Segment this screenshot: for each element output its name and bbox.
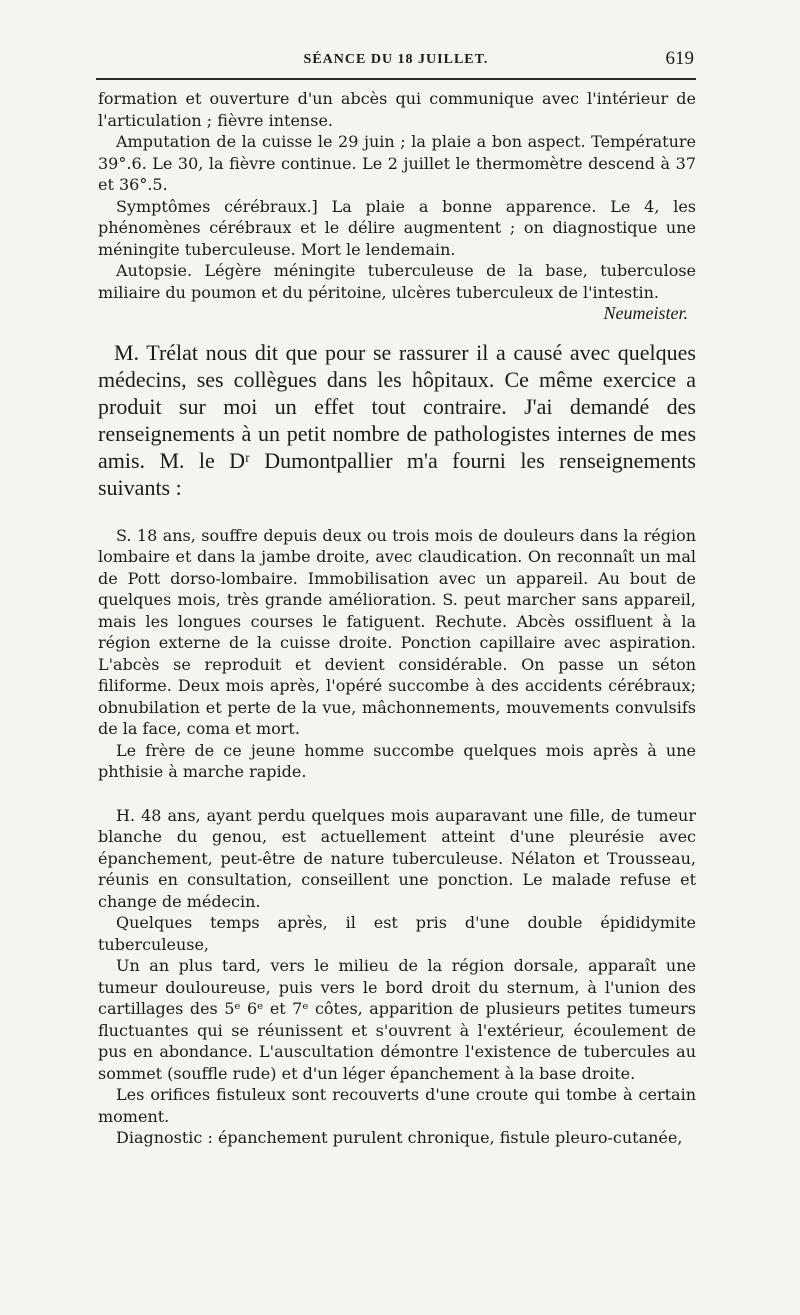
paragraph: Autopsie. Légère méningite tuberculeuse de la base, tuberculose miliaire du poumon et du péritoine, ulcères tuberculeux de l'intestin.	[98, 261, 696, 302]
page-header	[96, 40, 696, 70]
case-report-h	[98, 805, 696, 1149]
paragraph: M. Trélat nous dit que pour se rassurer il a causé avec quelques médecins, ses collègues dans les hôpitaux. Ce même exercice a produit sur moi un effet tout contraire. J'ai demandé des renseignements à un petit nombre de pathologistes internes de mes amis. M. le Dʳ Dumontpallier m'a fourni les renseignements suivants :	[98, 339, 696, 500]
paragraph: Quelques temps après, il est pris d'une double épididymite tuberculeuse,	[98, 913, 696, 954]
case-report-s	[98, 525, 696, 783]
page-number: 619	[665, 48, 694, 69]
paragraph: Diagnostic : épanchement purulent chronique, fistule pleuro-cutanée,	[116, 1128, 683, 1147]
header-rule	[96, 78, 696, 80]
paragraph: Les orifices fistuleux sont recouverts d'une croute qui tombe à certain moment.	[98, 1085, 696, 1126]
paragraph: formation et ouverture d'un abcès qui communique avec l'intérieur de l'articulation ; fièvre intense.	[98, 89, 696, 130]
case-report-continuation	[98, 88, 696, 325]
paragraph: Symptômes cérébraux.] La plaie a bonne apparence. Le 4, les phénomènes cérébraux et le délire augmentent ; on diagnostique une méningite tuberculeuse. Mort le lendemain.	[98, 196, 696, 259]
paragraph: S. 18 ans, souffre depuis deux ou trois mois de douleurs dans la région lombaire et dans la jambe droite, avec claudication. On reconnaît un mal de Pott dorso-lombaire. Immobilisation avec un appareil. Au bout de quelques mois, très grande amélioration. S. peut marcher sans appareil, mais les longues courses le fatiguent. Rechute. Abcès ossifluent à la région externe de la cuisse droite. Ponction capillaire avec aspiration. L'abcès se reproduit et devient considérable. On passe un séton filiforme. Deux mois après, l'opéré succombe à des accidents cérébraux; obnubilation et perte de la vue, mâchonnements, mouvements convulsifs de la face, coma et mort.	[98, 525, 696, 738]
page-body	[98, 88, 696, 1149]
paragraph: H. 48 ans, ayant perdu quelques mois auparavant une fille, de tumeur blanche du genou, est actuellement atteint d'une pleurésie avec épanchement, peut-être de nature tuberculeuse. Nélaton et Trousseau, réunis en consultation, conseillent une ponction. Le malade refuse et change de médecin.	[98, 805, 696, 911]
paragraph: Un an plus tard, vers le milieu de la région dorsale, apparaît une tumeur douloureuse, puis vers le bord droit du sternum, à l'union des cartillages des 5ᵉ 6ᵉ et 7ᵉ côtes, apparition de plusieurs petites tumeurs fluctuantes qui se réunissent et s'ouvrent à l'extérieur, écoulement de pus en abondance. L'auscultation démontre l'existence de tubercules au sommet (souffle rude) et d'un léger épanchement à la base droite.	[98, 956, 696, 1083]
main-discussion	[98, 339, 696, 501]
paragraph: Le frère de ce jeune homme succombe quelques mois après à une phthisie à marche rapide.	[98, 740, 696, 781]
paragraph: Amputation de la cuisse le 29 juin ; la plaie a bon aspect. Température 39°.6. Le 30, la fièvre continue. Le 2 juillet le thermomètre descend à 37 et 36°.5.	[98, 132, 696, 194]
running-head: SÉANCE DU 18 JUILLET.	[303, 52, 489, 67]
author-signature: Neumeister.	[603, 303, 688, 323]
